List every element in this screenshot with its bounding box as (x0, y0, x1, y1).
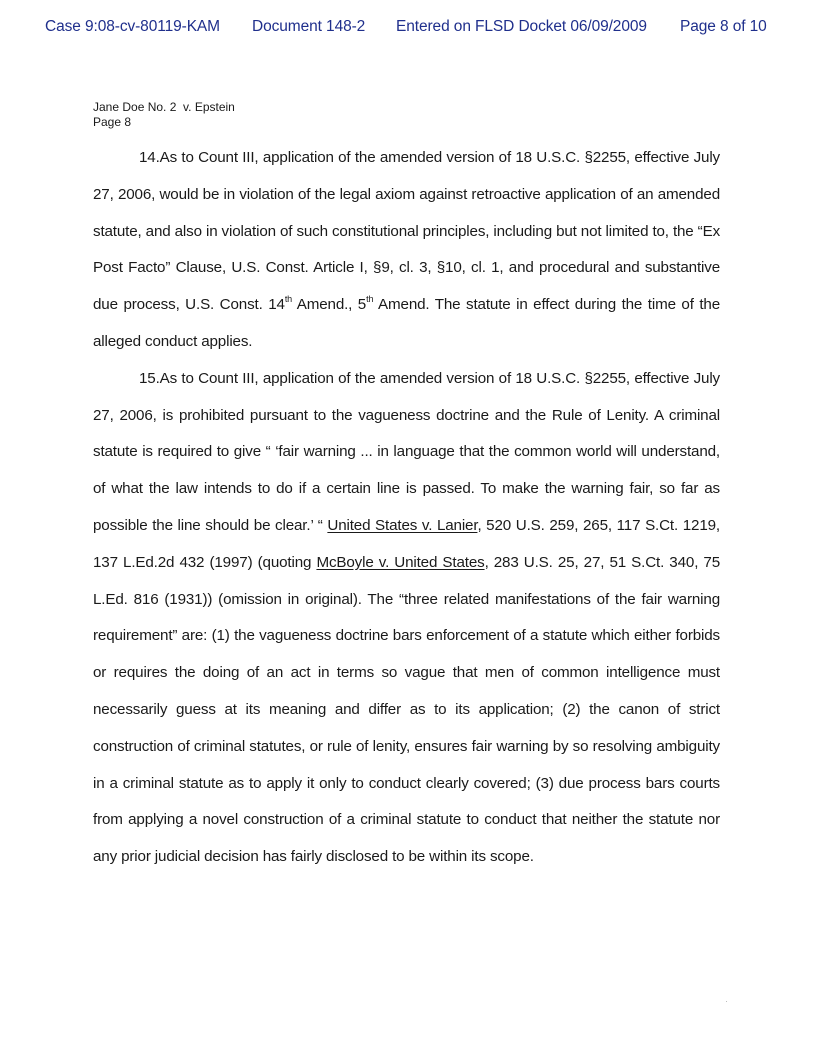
page-label: Page 8 (93, 115, 132, 129)
paragraph-text: As to Count III, application of the amended version of 18 U.S.C. §2255, effective July 27, 2006, is prohibited pursuant to the vagueness doctrine and the Rule of Lenity. A criminal statute is required to give “ ‘fair warning ... in language that the common world will understand, of what the law intends to do if a certain line is passed. To make the warning fair, so far as possible the line should be clear.’ “ (93, 369, 720, 534)
paragraph-number: 14. (139, 149, 160, 166)
scan-artifact (726, 1001, 727, 1002)
case-citation-lanier: United States v. Lanier (327, 516, 478, 534)
paragraph-14 (93, 140, 720, 361)
document-number: Document 148-2 (252, 18, 366, 35)
paragraph-number: 15. (139, 369, 160, 387)
paragraph-15 (93, 361, 720, 876)
docket-entry-date: Entered on FLSD Docket 06/09/2009 (396, 18, 647, 35)
paragraph-text: Amend., 5 (292, 296, 367, 314)
superscript: th (284, 294, 293, 305)
case-caption: Jane Doe No. 2 v. Epstein (93, 100, 235, 114)
paragraph-text: Amend. The statute in effect during the time of the alleged conduct applies. (93, 296, 721, 350)
paragraph-text: , 283 U.S. 25, 27, 51 S.Ct. 340, 75 L.Ed. 816 (1931)) (omission in original). The “three related manifestations of the fair warning requirement” are: (1) the vagueness doctrine bars enforcement of a statute which either forbids or requires the doing of an act in terms so vague that men of common intelligence must necessarily guess at its meaning and differ as to its application; (2) the canon of strict construction of criminal statutes, or rule of lenity, ensures fair warning by so resolving ambiguity in a criminal statute as to apply it only to conduct clearly covered; (3) due process bars courts from applying a novel construction of a criminal statute to conduct that neither the statute nor any prior judicial decision has fairly disclosed to be within its scope. (93, 553, 720, 866)
document-body (93, 140, 720, 876)
paragraph-text: , 520 U.S. 259, 265, 117 S.Ct. 1219, 137 L.Ed.2d 432 (1997) (quoting (93, 516, 721, 571)
superscript: th (366, 294, 374, 305)
case-citation-mcboyle: McBoyle v. United States (316, 553, 485, 571)
paragraph-text: As to Count III, application of the amended version of 18 U.S.C. §2255, effective July 27, 2006, would be in violation of the legal axiom against retroactive application of an amended statute, and also in violation of such constitutional principles, including but not limited to, the “Ex Post Facto” Clause, U.S. Const. Article I, §9, cl. 3, §10, cl. 1, and procedural and substantive due process, U.S. Const. 14 (93, 149, 721, 314)
running-head (93, 100, 235, 130)
ecf-filing-header (0, 16, 816, 40)
case-number: Case 9:08-cv-80119-KAM (45, 18, 220, 35)
page-count: Page 8 of 10 (680, 18, 767, 35)
